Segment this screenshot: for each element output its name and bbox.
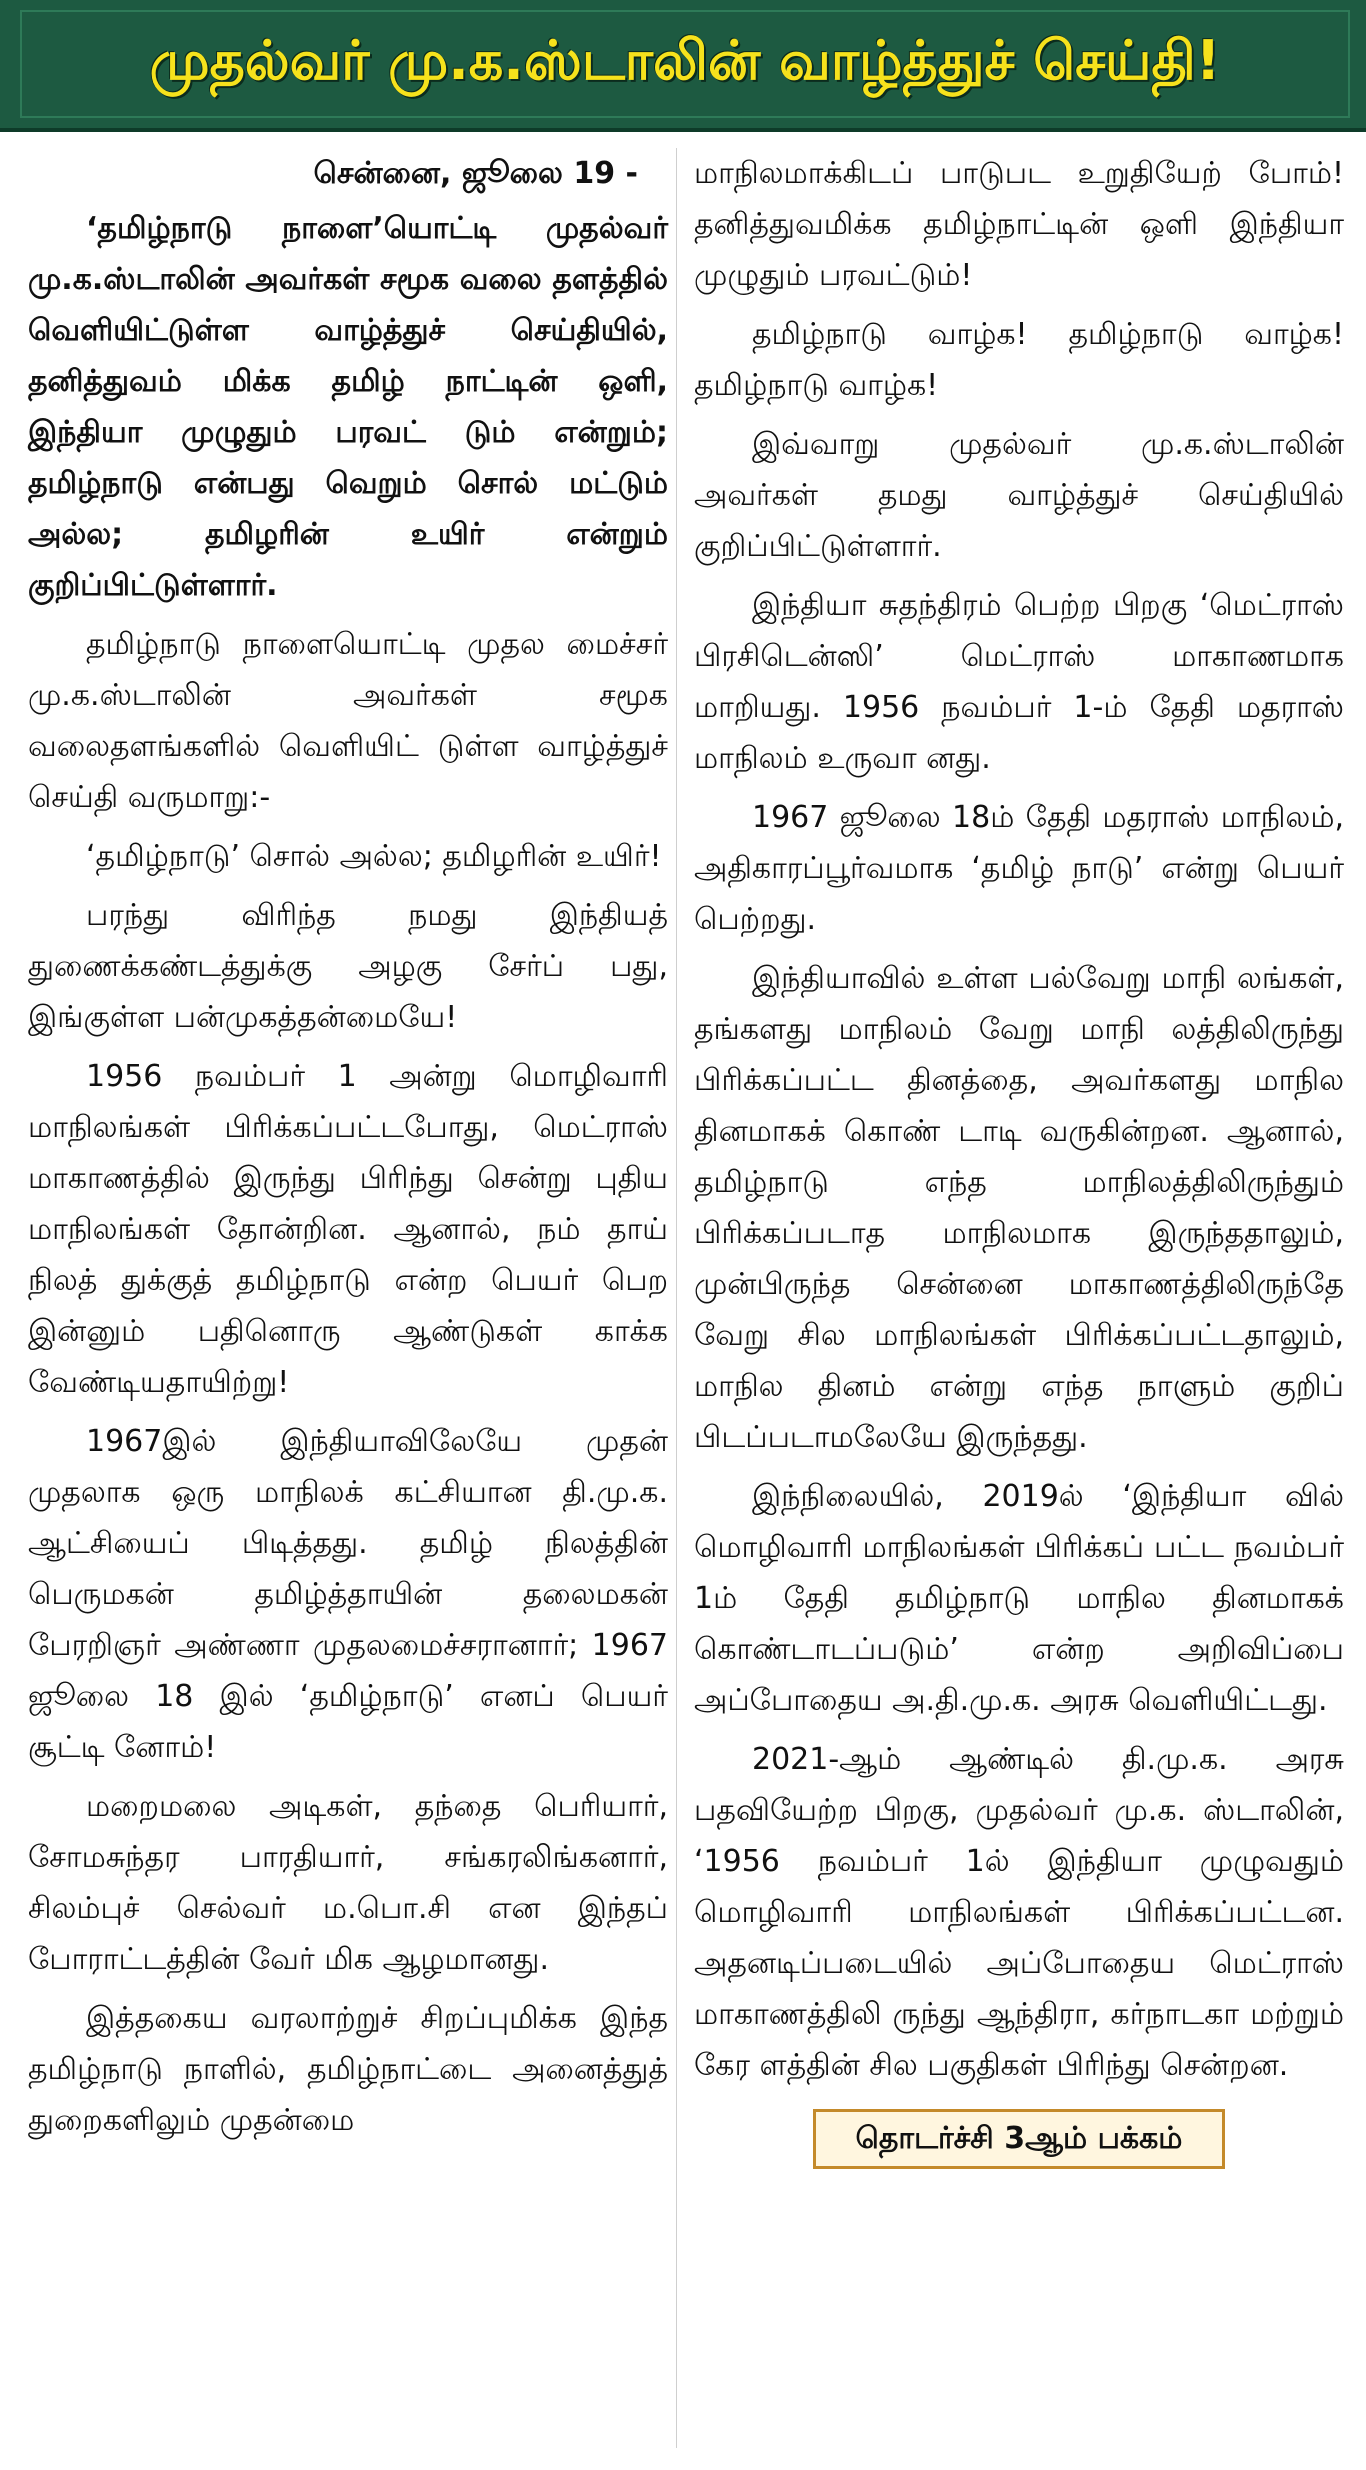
article-right-column (694, 148, 1344, 2169)
headline-frame (20, 10, 1350, 118)
paragraph: 1967இல் இந்தியாவிலேயே முதன் முதலாக ஒரு மாநிலக் கட்சியான தி.மு.க. ஆட்சியைப் பிடித்தது. தமிழ் நிலத்தின் பெருமகன் தமிழ்த்தாயின் தலைமகன் பேரறிஞர் அண்ணா முதலமைச்சரானார்; 1967 ஜூலை 18 இல் ‘தமிழ்நாடு’ எனப் பெயர் சூட்டி னோம்! (28, 1424, 668, 1765)
paragraph: ‘தமிழ்நாடு’ சொல் அல்ல; தமிழரின் உயிர்! (86, 839, 662, 874)
paragraph: 2021-ஆம் ஆண்டில் தி.மு.க. அரசு பதவியேற்ற பிறகு, முதல்வர் மு.க. ஸ்டாலின், ‘1956 நவம்பர் 1ல் இந்தியா முழுவதும் மொழிவாரி மாநிலங்கள் பிரிக்கப்பட்டன. அதனடிப்படையில் அப்போதைய மெட்ராஸ் மாகாணத்திலி ருந்து ஆந்திரா, கர்நாடகா மற்றும் கேர ளத்தின் சில பகுதிகள் பிரிந்து சென்றன. (694, 1742, 1344, 2083)
continued-paragraph: மாநிலமாக்கிடப் பாடுபட உறுதியேற் போம்! தனித்துவமிக்க தமிழ்நாட்டின் ஒளி இந்தியா முழுதும் பரவட்டும்! (694, 156, 1344, 293)
continued-on-page-3-box: தொடர்ச்சி 3ஆம் பக்கம் (813, 2109, 1226, 2169)
dateline: சென்னை, ஜூலை 19 - (313, 156, 638, 191)
paragraph: இந்தியா சுதந்திரம் பெற்ற பிறகு ‘மெட்ராஸ் பிரசிடென்ஸி’ மெட்ராஸ் மாகாணமாக மாறியது. 1956 நவம்பர் 1-ம் தேதி மதராஸ் மாநிலம் உருவா னது. (694, 588, 1344, 776)
lead-paragraph: ‘தமிழ்நாடு நாளை’யொட்டி முதல்வர் மு.க.ஸ்டாலின் அவர்கள் சமூக வலை தளத்தில் வெளியிட்டுள்ள வாழ்த்துச் செய்தியில், தனித்துவம் மிக்க தமிழ் நாட்டின் ஒளி, இந்தியா முழுதும் பரவட் டும் என்றும்; தமிழ்நாடு என்பது வெறும் சொல் மட்டும் அல்ல; தமிழரின் உயிர் என்றும் குறிப்பிட்டுள்ளார். (28, 211, 668, 603)
paragraph: தமிழ்நாடு நாளையொட்டி முதல மைச்சர் மு.க.ஸ்டாலின் அவர்கள் சமூக வலைதளங்களில் வெளியிட் டுள்ள வாழ்த்துச் செய்தி வருமாறு:- (28, 627, 668, 815)
column-divider (676, 148, 677, 2448)
paragraph: தமிழ்நாடு வாழ்க! தமிழ்நாடு வாழ்க! தமிழ்நாடு வாழ்க! (694, 317, 1344, 403)
paragraph: இந்நிலையில், 2019ல் ‘இந்தியா வில் மொழிவாரி மாநிலங்கள் பிரிக்கப் பட்ட நவம்பர் 1ம் தேதி தமிழ்நாடு மாநில தினமாகக் கொண்டாடப்படும்’ என்ற அறிவிப்பை அப்போதைய அ.தி.மு.க. அரசு வெளியிட்டது. (694, 1479, 1344, 1718)
paragraph: இவ்வாறு முதல்வர் மு.க.ஸ்டாலின் அவர்கள் தமது வாழ்த்துச் செய்தியில் குறிப்பிட்டுள்ளார். (694, 427, 1344, 564)
article-left-column (28, 148, 668, 2154)
continue-box-wrap (694, 2109, 1344, 2169)
paragraph: 1956 நவம்பர் 1 அன்று மொழிவாரி மாநிலங்கள் பிரிக்கப்பட்டபோது, மெட்ராஸ் மாகாணத்தில் இருந்து பிரிந்து சென்று புதிய மாநிலங்கள் தோன்றின. ஆனால், நம் தாய் நிலத் துக்குத் தமிழ்நாடு என்ற பெயர் பெற இன்னும் பதினொரு ஆண்டுகள் காக்க வேண்டியதாயிற்று! (28, 1059, 668, 1400)
paragraph: இந்தியாவில் உள்ள பல்வேறு மாநி லங்கள், தங்களது மாநிலம் வேறு மாநி லத்திலிருந்து பிரிக்கப்பட்ட தினத்தை, அவர்களது மாநில தினமாகக் கொண் டாடி வருகின்றன. ஆனால், தமிழ்நாடு எந்த மாநிலத்திலிருந்தும் பிரிக்கப்படாத மாநிலமாக இருந்ததாலும், முன்பிருந்த சென்னை மாகாணத்திலிருந்தே வேறு சில மாநிலங்கள் பிரிக்கப்பட்டதாலும், மாநில தினம் என்று எந்த நாளும் குறிப் பிடப்படாமலேயே இருந்தது. (694, 961, 1344, 1455)
headline-banner (0, 0, 1366, 132)
paragraph: இத்தகைய வரலாற்றுச் சிறப்புமிக்க இந்த தமிழ்நாடு நாளில், தமிழ்நாட்டை அனைத்துத் துறைகளிலும் முதன்மை (28, 2001, 668, 2138)
paragraph: 1967 ஜூலை 18ம் தேதி மதராஸ் மாநிலம், அதிகாரப்பூர்வமாக ‘தமிழ் நாடு’ என்று பெயர் பெற்றது. (694, 800, 1344, 937)
headline: முதல்வர் மு.க.ஸ்டாலின் வாழ்த்துச் செய்தி! (149, 28, 1221, 92)
paragraph: மறைமலை அடிகள், தந்தை பெரியார், சோமசுந்தர பாரதியார், சங்கரலிங்கனார், சிலம்புச் செல்வர் ம.பொ.சி என இந்தப் போராட்டத்தின் வேர் மிக ஆழமானது. (28, 1789, 668, 1977)
paragraph: பரந்து விரிந்த நமது இந்தியத் துணைக்கண்டத்துக்கு அழகு சேர்ப் பது, இங்குள்ள பன்முகத்தன்மையே! (28, 898, 668, 1035)
